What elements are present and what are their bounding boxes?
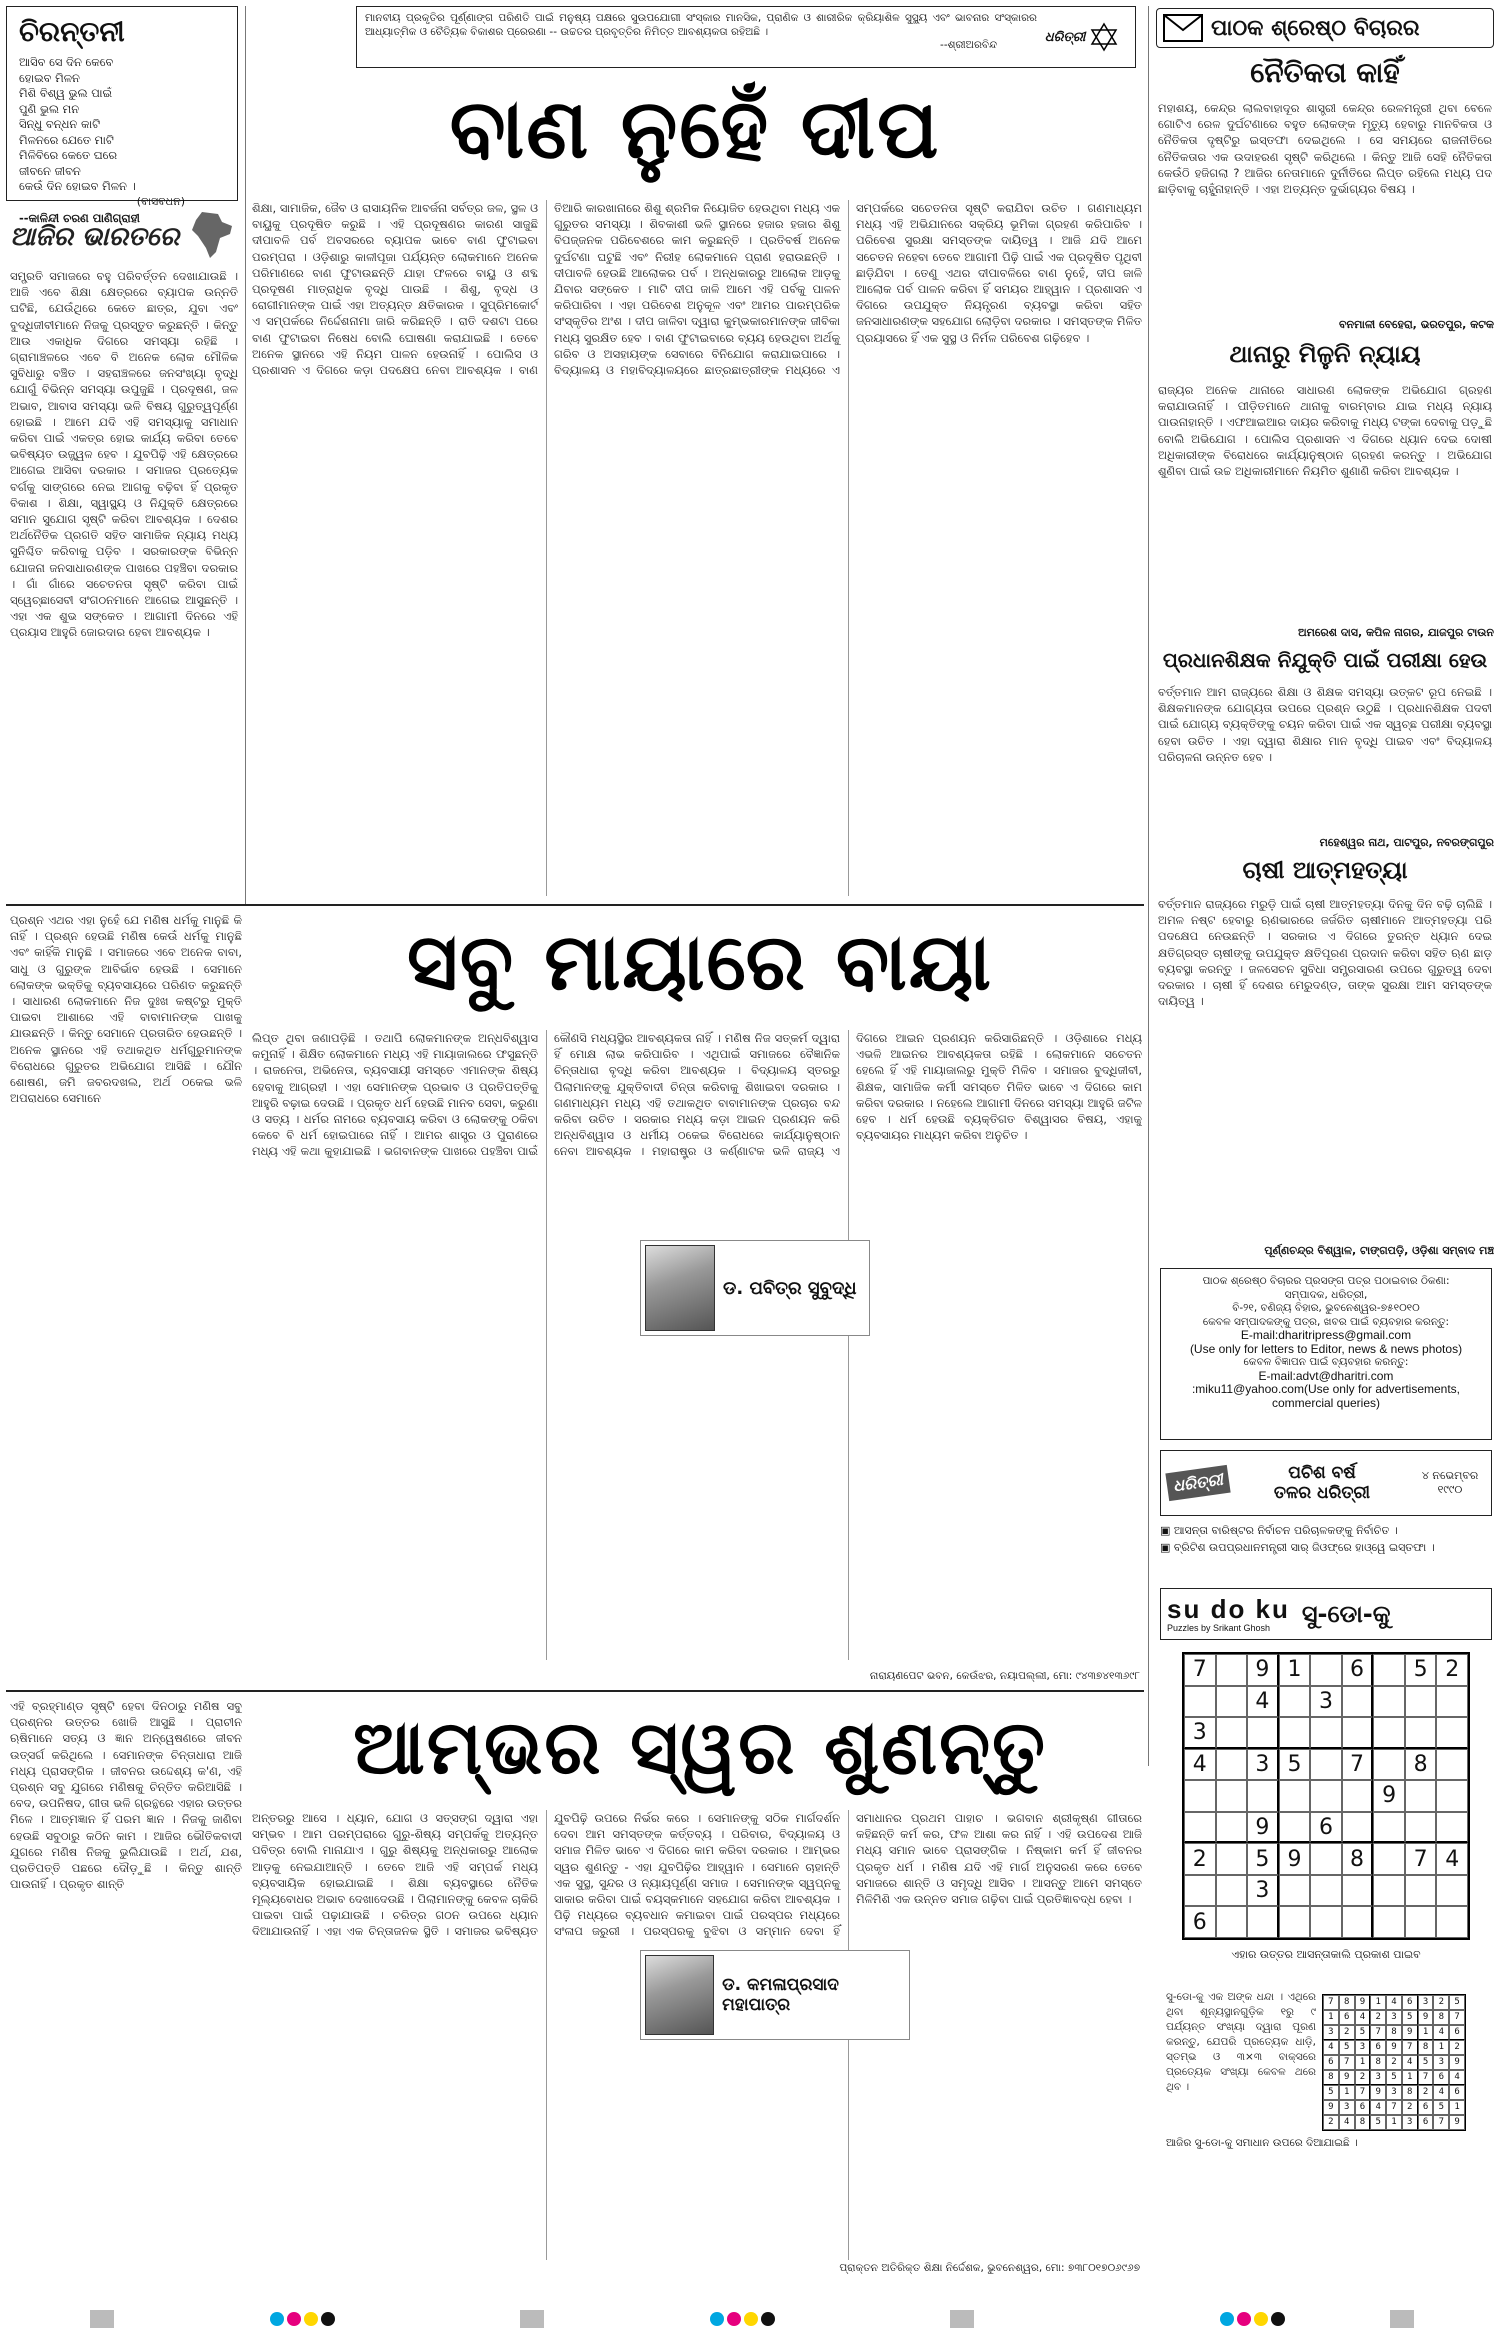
solution-cell: 6 xyxy=(1355,2100,1371,2115)
sudoku-cell[interactable] xyxy=(1279,1906,1311,1938)
sudoku-cell[interactable]: 6 xyxy=(1184,1906,1216,1938)
sudoku-cell[interactable]: 9 xyxy=(1279,1843,1311,1875)
sudoku-cell[interactable] xyxy=(1279,1812,1311,1844)
letter3-title: ପ୍ରଧାନଶିକ୍ଷକ ନିଯୁକ୍ତି ପାଇଁ ପରୀକ୍ଷା ହେଉ xyxy=(1162,648,1488,672)
anniversary-date: ୪ ନଭେମ୍ବର ୧୯୯୦ xyxy=(1421,1469,1479,1496)
sudoku-cell[interactable] xyxy=(1436,1717,1468,1749)
sudoku-byline: Puzzles by Srikant Ghosh xyxy=(1167,1623,1271,1633)
sudoku-footer: ଆଜିର ସୁ-ଡୋ-କୁ ସମାଧାନ ଉପରେ ଦିଆଯାଇଛି । xyxy=(1166,2137,1358,2149)
solution-cell: 2 xyxy=(1323,2115,1339,2130)
contact-line3: ବି-୨୧, ବଣିଜ୍ୟ ବିହାର, ଭୁବନେଶ୍ୱର-୭୫୧୦୧୦ xyxy=(1232,1302,1420,1314)
sudoku-cell[interactable]: 2 xyxy=(1436,1654,1468,1686)
anniversary-bullet: ▣ ଆସନ୍ତା ବାରିଷ୍ଟର ନିର୍ବାଚନ ପରିଚାଳକଙ୍କୁ ନିର୍ବାଚିତ । xyxy=(1160,1524,1398,1537)
sudoku-cell[interactable]: 7 xyxy=(1405,1843,1437,1875)
solution-cell: 7 xyxy=(1355,2085,1371,2100)
solution-cell: 3 xyxy=(1323,2025,1339,2040)
solution-cell: 2 xyxy=(1449,2040,1465,2055)
sudoku-brand: su do ku xyxy=(1167,1594,1290,1624)
contact-email1-note: (Use only for letters to Editor, news & news photos) xyxy=(1189,1341,1463,1356)
anniversary-logo: ଧରିତ୍ରୀ xyxy=(1165,1465,1230,1501)
anniversary-box xyxy=(1160,1450,1492,1580)
article3-body-main: ଅନ୍ତରରୁ ଆସେ । ଧ୍ୟାନ, ଯୋଗ ଓ ସତ୍ସଙ୍ଗ ଦ୍ୱାରା ଏହା ସମ୍ଭବ । ଆମ ପରମ୍ପରାରେ ଗୁରୁ-ଶିଷ୍ୟ ସମ୍ପର୍କକୁ ଅତ୍ୟନ୍ତ ପବିତ୍ର ବୋଲି ମାନାଯାଏ । ଗୁରୁ ଶିଷ୍ୟକୁ ଅନ୍ଧକାରରୁ ଆଲୋକ ଆଡ଼କୁ ନେଇଯାଆନ୍ତି । ତେବେ ଆଜି ଏହି ସମ୍ପର୍କ ମଧ୍ୟ ବ୍ୟବସାୟିକ ହୋଇଯାଇଛି । ଶିକ୍ଷା ବ୍ୟବସ୍ଥାରେ ନୈତିକ ମୂଲ୍ୟବୋଧର ଅଭାବ ଦେଖାଦେଉଛି । ପିଲାମାନଙ୍କୁ କେବଳ ଚାକିରି ପାଇବା ପାଇଁ ପଢ଼ାଯାଉଛି । ଚରିତ୍ର ଗଠନ ଉପରେ ଧ୍ୟାନ ଦିଆଯାଉନାହିଁ । ଏହା ଏକ ଚିନ୍ତାଜନକ ସ୍ଥିତି । ସମାଜର ଭବିଷ୍ୟତ ଯୁବପିଢ଼ି ଉପରେ ନିର୍ଭର କରେ । ସେମାନଙ୍କୁ ସଠିକ ମାର୍ଗଦର୍ଶନ ଦେବା ଆମ ସମସ୍ତଙ୍କ କର୍ତ୍ତବ୍ୟ । ପରିବାର, ବିଦ୍ୟାଳୟ ଓ ସମାଜ ମିଳିତ ଭାବେ ଏ ଦିଗରେ କାମ କରିବା ଦରକାର । ଆମ୍ଭର ସ୍ୱର ଶୁଣନ୍ତୁ - ଏହା ଯୁବପିଢ଼ିର ଆହ୍ୱାନ । ସେମାନେ ଚାହାନ୍ତି ଏକ ସୁସ୍ଥ, ସୁନ୍ଦର ଓ ନ୍ୟାୟପୂର୍ଣ୍ଣ ସମାଜ । ସେମାନଙ୍କ ସ୍ୱପ୍ନକୁ ସାକାର କରିବା ପାଇଁ ବୟସ୍କମାନେ ସହଯୋଗ କରିବା ଆବଶ୍ୟକ । ପିଢ଼ି ମଧ୍ୟରେ ବ୍ୟବଧାନ କମାଇବା ପାଇଁ ପରସ୍ପର ମଧ୍ୟରେ ସଂଳାପ ଜରୁରୀ । ପରସ୍ପରକୁ ବୁଝିବା ଓ ସମ୍ମାନ ଦେବା ହିଁ ସମାଧାନର ପ୍ରଥମ ପାହାଚ । ଭଗବାନ ଶ୍ରୀକୃଷ୍ଣ ଗୀତାରେ କହିଛନ୍ତି କର୍ମ କର, ଫଳ ଆଶା କର ନାହିଁ । ଏହି ଉପଦେଶ ଆଜି ମଧ୍ୟ ସମାନ ଭାବେ ପ୍ରାସଙ୍ଗିକ । ନିଷ୍କାମ କର୍ମ ହିଁ ଜୀବନର ପ୍ରକୃତ ଧର୍ମ । ମଣିଷ ଯଦି ଏହି ମାର୍ଗ ଅନୁସରଣ କରେ ତେବେ ସମାଜରେ ଶାନ୍ତି ଓ ସମୃଦ୍ଧି ଆସିବ । ଆସନ୍ତୁ ଆମେ ସମସ୍ତେ ମିଳିମିଶି ଏକ ଉନ୍ନତ ସମାଜ ଗଢ଼ିବା ପାଇଁ ପ୍ରତିଜ୍ଞାବଦ୍ଧ ହେବା । xyxy=(252,1811,1142,1939)
sudoku-cell[interactable] xyxy=(1342,1875,1374,1907)
sudoku-cell[interactable]: 3 xyxy=(1184,1717,1216,1749)
sudoku-cell[interactable] xyxy=(1436,1906,1468,1938)
solution-cell: 6 xyxy=(1433,2070,1449,2085)
author-photo-kamala xyxy=(645,1955,714,2035)
sudoku-cell[interactable] xyxy=(1373,1654,1405,1686)
section-divider xyxy=(6,1690,1144,1692)
readers-title: ପାଠକ ଶ୍ରେଷ୍ଠ ବିଚାରର xyxy=(1211,15,1420,41)
poem-line: ମିଳିବିରେ କେତେ ଘରେ xyxy=(19,148,118,162)
sudoku-cell[interactable] xyxy=(1184,1780,1216,1812)
sudoku-cell[interactable]: 6 xyxy=(1310,1812,1342,1844)
letter2-title: ଥାନାରୁ ମିଳୁନି ନ୍ୟାୟ xyxy=(1229,340,1421,368)
sudoku-cell[interactable]: 5 xyxy=(1247,1843,1279,1875)
solution-cell: 3 xyxy=(1386,2010,1402,2025)
sudoku-cell[interactable] xyxy=(1216,1749,1248,1781)
sudoku-cell[interactable] xyxy=(1184,1875,1216,1907)
solution-cell: 3 xyxy=(1418,1995,1434,2010)
solution-cell: 9 xyxy=(1418,2010,1434,2025)
cmyk-dot xyxy=(744,2312,758,2326)
sudoku-grid[interactable] xyxy=(1182,1652,1470,1940)
poem-line: ଜୀବନେ ଜୀବନ xyxy=(19,163,81,178)
sudoku-cell[interactable]: 8 xyxy=(1405,1749,1437,1781)
solution-cell: 3 xyxy=(1355,2040,1371,2055)
sudoku-cell[interactable] xyxy=(1247,1780,1279,1812)
letter1-title: ନୈତିକତା କାହିଁ xyxy=(1250,56,1400,89)
poem-line: ପୁଣି ଭୁଲ ମନ xyxy=(19,101,80,116)
editorial1-body: ଶିକ୍ଷା, ସାମାଜିକ, ଜୈବ ଓ ରାସାୟନିକ ଆବର୍ଜନା ସର୍ବତ୍ର ଜଳ, ସ୍ଥଳ ଓ ବାୟୁକୁ ପ୍ରଦୂଷିତ କରୁଛି । ଏହି ପ୍ରଦୂଷଣର କାରଣ ସାଜୁଛି ଦୀପାବଳି ପର୍ବ ଅବସରରେ ବ୍ୟାପକ ଭାବେ ବାଣ ଫୁଟାଇବା ପରମ୍ପରା । ଓଡ଼ିଶାରୁ କାଳୀପୂଜା ପର୍ଯ୍ୟନ୍ତ ଲୋକମାନେ ଅନେକ ପରିମାଣରେ ବାଣ ଫୁଟାଉଛନ୍ତି ଯାହା ଫଳରେ ବାୟୁ ଓ ଶବ୍ଦ ପ୍ରଦୂଷଣ ମାତ୍ରାଧିକ ବୃଦ୍ଧି ପାଉଛି । ଶିଶୁ, ବୃଦ୍ଧ ଓ ରୋଗୀମାନଙ୍କ ପାଇଁ ଏହା ଅତ୍ୟନ୍ତ କ୍ଷତିକାରକ । ସୁପ୍ରିମକୋର୍ଟ ଏ ସମ୍ପର୍କରେ ନିର୍ଦ୍ଦେଶନାମା ଜାରି କରିଛନ୍ତି । ରାତି ଦଶଟା ପରେ ବାଣ ଫୁଟାଇବା ନିଷେଧ ବୋଲି ଘୋଷଣା କରାଯାଇଛି । ତେବେ ଅନେକ ସ୍ଥାନରେ ଏହି ନିୟମ ପାଳନ ହେଉନାହିଁ । ପୋଲିସ ଓ ପ୍ରଶାସନ ଏ ଦିଗରେ କଡ଼ା ପଦକ୍ଷେପ ନେବା ଆବଶ୍ୟକ । ବାଣ ତିଆରି କାରଖାନାରେ ଶିଶୁ ଶ୍ରମିକ ନିୟୋଜିତ ହେଉଥିବା ମଧ୍ୟ ଏକ ଗୁରୁତର ସମସ୍ୟା । ଶିବକାଶୀ ଭଳି ସ୍ଥାନରେ ହଜାର ହଜାର ଶିଶୁ ବିପଜ୍ଜନକ ପରିବେଶରେ କାମ କରୁଛନ୍ତି । ପ୍ରତିବର୍ଷ ଅନେକ ଦୁର୍ଘଟଣା ଘଟୁଛି ଏବଂ ନିରୀହ ଲୋକମାନେ ପ୍ରାଣ ହରାଉଛନ୍ତି । ଦୀପାବଳି ହେଉଛି ଆଲୋକର ପର୍ବ । ଅନ୍ଧକାରରୁ ଆଲୋକ ଆଡ଼କୁ ଯିବାର ସଙ୍କେତ । ମାଟି ଦୀପ ଜାଳି ଆମେ ଏହି ପର୍ବକୁ ପାଳନ କରିପାରିବା । ଏହା ପରିବେଶ ଅନୁକୂଳ ଏବଂ ଆମର ପାରମ୍ପରିକ ସଂସ୍କୃତିର ଅଂଶ । ଦୀପ ଜାଳିବା ଦ୍ୱାରା କୁମ୍ଭକାରମାନଙ୍କ ଜୀବିକା ମଧ୍ୟ ସୁରକ୍ଷିତ ହେବ । ବାଣ ଫୁଟାଇବାରେ ବ୍ୟୟ ହେଉଥିବା ଅର୍ଥକୁ ଗରିବ ଓ ଅସହାୟଙ୍କ ସେବାରେ ବିନିଯୋଗ କରାଯାଇପାରେ । ବିଦ୍ୟାଳୟ ଓ ମହାବିଦ୍ୟାଳୟରେ ଛାତ୍ରଛାତ୍ରୀଙ୍କ ମଧ୍ୟରେ ଏ ସମ୍ପର୍କରେ ସଚେତନତା ସୃଷ୍ଟି କରାଯିବା ଉଚିତ । ଗଣମାଧ୍ୟମ ମଧ୍ୟ ଏହି ଅଭିଯାନରେ ସକ୍ରିୟ ଭୂମିକା ଗ୍ରହଣ କରିପାରିବ । ପରିବେଶ ସୁରକ୍ଷା ସମସ୍ତଙ୍କ ଦାୟିତ୍ୱ । ଆଜି ଯଦି ଆମେ ସଚେତନ ନହେବା ତେବେ ଆଗାମୀ ପିଢ଼ି ପାଇଁ ଏକ ପ୍ରଦୂଷିତ ପୃଥିବୀ ଛାଡ଼ିଯିବା । ତେଣୁ ଏଥର ଦୀପାବଳିରେ ବାଣ ନୁହେଁ, ଦୀପ ଜାଳି ଆଲୋକ ପର୍ବ ପାଳନ କରିବା ହିଁ ସମୟର ଆହ୍ୱାନ । ପ୍ରଶାସନ ଏ ଦିଗରେ ଉପଯୁକ୍ତ ନିୟନ୍ତ୍ରଣ ବ୍ୟବସ୍ଥା କରିବା ସହିତ ଜନସାଧାରଣଙ୍କ ସହଯୋଗ ଲୋଡ଼ିବା ଦରକାର । ସମସ୍ତଙ୍କ ମିଳିତ ପ୍ରୟାସରେ ହିଁ ଏକ ସୁସ୍ଥ ଓ ନିର୍ମଳ ପରିବେଶ ଗଢ଼ିହେବ । xyxy=(252,201,1142,378)
solution-cell: 3 xyxy=(1370,2070,1386,2085)
anniversary-title1: ପଚିଶ ବର୍ଷ xyxy=(1288,1463,1356,1483)
contact-line2: ସମ୍ପାଦକ, ଧରିତ୍ରୀ, xyxy=(1284,1288,1368,1301)
solution-cell: 3 xyxy=(1339,2100,1355,2115)
sudoku-header xyxy=(1160,1588,1492,1640)
solution-cell: 6 xyxy=(1418,2100,1434,2115)
anniversary-title2: ତଳର ଧରିତ୍ରୀ xyxy=(1273,1483,1371,1503)
sudoku-instructions: ସୁ-ଡୋ-କୁ ଏକ ଅଙ୍କ ଧନ୍ଦା । ଏଥିରେ ଥିବା ଶୂନ୍ୟସ୍ଥାନଗୁଡ଼ିକ ୧ରୁ ୯ ପର୍ଯ୍ୟନ୍ତ ସଂଖ୍ୟା ଦ୍ୱାରା ପୂରଣ କରନ୍ତୁ, ଯେପରି ପ୍ରତ୍ୟେକ ଧାଡ଼ି, ସ୍ତମ୍ଭ ଓ ୩×୩ ବାକ୍ସରେ ପ୍ରତ୍ୟେକ ସଂଖ୍ୟା କେବଳ ଥରେ ଥିବ । xyxy=(1166,1991,1316,2093)
solution-cell: 6 xyxy=(1418,2115,1434,2130)
sudoku-cell[interactable] xyxy=(1436,1780,1468,1812)
sudoku-cell[interactable] xyxy=(1342,1780,1374,1812)
chirantani-source: (ବାସବଧନ) xyxy=(136,194,185,208)
sudoku-cell[interactable] xyxy=(1279,1780,1311,1812)
sudoku-cell[interactable] xyxy=(1184,1812,1216,1844)
sudoku-cell[interactable] xyxy=(1405,1906,1437,1938)
solution-cell: 4 xyxy=(1433,2085,1449,2100)
solution-cell: 9 xyxy=(1370,2085,1386,2100)
sudoku-cell[interactable] xyxy=(1373,1749,1405,1781)
sudoku-cell[interactable] xyxy=(1216,1717,1248,1749)
ajira-bharat-body: ସମ୍ପ୍ରତି ସମାଜରେ ବହୁ ପରିବର୍ତ୍ତନ ଦେଖାଯାଉଛି । ଆଜି ଏବେ ଶିକ୍ଷା କ୍ଷେତ୍ରରେ ବ୍ୟାପକ ଉନ୍ନତି ଘଟିଛି, ଯେଉଁଥିରେ କେତେ ଛାତ୍ର, ଯୁବା ଏବଂ ବୁଦ୍ଧିଜୀବୀମାନେ ନିଜକୁ ପ୍ରସ୍ତୁତ କରୁଛନ୍ତି । କିନ୍ତୁ ଆଉ ଏକାଧିକ ଦିଗରେ ସମସ୍ୟା ରହିଛି । ଗ୍ରାମାଞ୍ଚଳରେ ଏବେ ବି ଅନେକ ଲୋକ ମୌଳିକ ସୁବିଧାରୁ ବଞ୍ଚିତ । ସହରାଞ୍ଚଳରେ ଜନସଂଖ୍ୟା ବୃଦ୍ଧି ଯୋଗୁଁ ବିଭିନ୍ନ ସମସ୍ୟା ଉପୁଜୁଛି । ପ୍ରଦୂଷଣ, ଜଳ ଅଭାବ, ଆବାସ ସମସ୍ୟା ଭଳି ବିଷୟ ଗୁରୁତ୍ୱପୂର୍ଣ୍ଣ ହୋଇଛି । ଆମେ ଯଦି ଏହି ସମସ୍ୟାକୁ ସମାଧାନ କରିବା ପାଇଁ ଏକତ୍ର ହୋଇ କାର୍ଯ୍ୟ କରିବା ତେବେ ଭବିଷ୍ୟତ ଉଜ୍ଜ୍ୱଳ ହେବ । ଯୁବପିଢ଼ି ଏହି କ୍ଷେତ୍ରରେ ଆଗେଇ ଆସିବା ଦରକାର । ସମାଜର ପ୍ରତ୍ୟେକ ବର୍ଗକୁ ସାଙ୍ଗରେ ନେଇ ଆଗକୁ ବଢ଼ିବା ହିଁ ପ୍ରକୃତ ବିକାଶ । ଶିକ୍ଷା, ସ୍ୱାସ୍ଥ୍ୟ ଓ ନିଯୁକ୍ତି କ୍ଷେତ୍ରରେ ସମାନ ସୁଯୋଗ ସୃଷ୍ଟି କରିବା ଆବଶ୍ୟକ । ଦେଶର ଅର୍ଥନୈତିକ ପ୍ରଗତି ସହିତ ସାମାଜିକ ନ୍ୟାୟ ମଧ୍ୟ ସୁନିଶ୍ଚିତ କରିବାକୁ ପଡ଼ିବ । ସରକାରଙ୍କ ବିଭିନ୍ନ ଯୋଜନା ଜନସାଧାରଣଙ୍କ ପାଖରେ ପହଞ୍ଚିବା ଦରକାର । ଗାଁ ଗାଁରେ ସଚେତନତା ସୃଷ୍ଟି କରିବା ପାଇଁ ସ୍ୱେଚ୍ଛାସେବୀ ସଂଗଠନମାନେ ଆଗେଇ ଆସୁଛନ୍ତି । ଏହା ଏକ ଶୁଭ ସଙ୍କେତ । ଆଗାମୀ ଦିନରେ ଏହି ପ୍ରୟାସ ଆହୁରି ଜୋରଦାର ହେବା ଆବଶ୍ୟକ । xyxy=(10,269,238,640)
registration-block xyxy=(520,2310,544,2328)
dharitri-logo: ଧରିତ୍ରୀ xyxy=(1044,29,1086,45)
sudoku-cell[interactable] xyxy=(1279,1875,1311,1907)
solution-cell: 5 xyxy=(1323,2085,1339,2100)
sudoku-cell[interactable] xyxy=(1216,1654,1248,1686)
solution-cell: 8 xyxy=(1339,1995,1355,2010)
sudoku-cell[interactable] xyxy=(1279,1717,1311,1749)
solution-cell: 5 xyxy=(1418,2055,1434,2070)
article2-body-left: ପ୍ରଶ୍ନ ଏଥର ଏହା ନୁହେଁ ଯେ ମଣିଷ ଧର୍ମକୁ ମାନୁଛି କି ନାହିଁ । ପ୍ରଶ୍ନ ହେଉଛି ମଣିଷ କେଉଁ ଧର୍ମକୁ ମାନୁଛି ଏବଂ କାହିଁକି ମାନୁଛି । ସମାଜରେ ଏବେ ଅନେକ ବାବା, ସାଧୁ ଓ ଗୁରୁଙ୍କ ଆବିର୍ଭାବ ହେଉଛି । ସେମାନେ ଲୋକଙ୍କ ଭକ୍ତିକୁ ବ୍ୟବସାୟରେ ପରିଣତ କରୁଛନ୍ତି । ସାଧାରଣ ଲୋକମାନେ ନିଜ ଦୁଃଖ କଷ୍ଟରୁ ମୁକ୍ତି ପାଇବା ଆଶାରେ ଏହି ବାବାମାନଙ୍କ ପାଖକୁ ଯାଉଛନ୍ତି । କିନ୍ତୁ ସେମାନେ ପ୍ରତାରିତ ହେଉଛନ୍ତି । ଅନେକ ସ୍ଥାନରେ ଏହି ତଥାକଥିତ ଧର୍ମଗୁରୁମାନଙ୍କ ବିରୋଧରେ ଗୁରୁତର ଅଭିଯୋଗ ଆସିଛି । ଯୌନ ଶୋଷଣ, ଜମି ଜବରଦଖଲ, ଅର୍ଥ ଠକେଇ ଭଳି ଅପରାଧରେ ସେମାନେ xyxy=(10,913,242,1106)
solution-cell: 4 xyxy=(1449,2070,1465,2085)
chirantani-poem xyxy=(19,55,225,195)
sudoku-cell[interactable]: 6 xyxy=(1342,1654,1374,1686)
sudoku-cell[interactable] xyxy=(1405,1717,1437,1749)
solution-cell: 1 xyxy=(1418,2025,1434,2040)
solution-cell: 1 xyxy=(1370,1995,1386,2010)
cmyk-dot xyxy=(321,2312,335,2326)
solution-cell: 4 xyxy=(1355,2010,1371,2025)
solution-cell: 5 xyxy=(1449,1995,1465,2010)
solution-cell: 5 xyxy=(1433,2100,1449,2115)
readers-header xyxy=(1156,8,1494,48)
article3-headline: ଆମ୍ଭର ସ୍ୱର ଶୁଣନ୍ତୁ xyxy=(353,1705,1047,1791)
ajira-bharat-title: ଆଜିର ଭାରତରେ xyxy=(10,221,180,252)
sudoku-cell[interactable] xyxy=(1373,1812,1405,1844)
sudoku-cell[interactable]: 9 xyxy=(1247,1812,1279,1844)
sudoku-caption: ଏହାର ଉତ୍ତର ଆସନ୍ତାକାଲି ପ୍ରକାଶ ପାଇବ xyxy=(1231,1948,1421,1961)
sudoku-cell[interactable] xyxy=(1310,1749,1342,1781)
sudoku-cell[interactable] xyxy=(1310,1654,1342,1686)
solution-cell: 1 xyxy=(1339,2085,1355,2100)
sudoku-cell[interactable] xyxy=(1247,1906,1279,1938)
solution-cell: 8 xyxy=(1355,2115,1371,2130)
sudoku-cell[interactable] xyxy=(1373,1843,1405,1875)
solution-cell: 1 xyxy=(1386,2115,1402,2130)
sudoku-cell[interactable] xyxy=(1216,1875,1248,1907)
cmyk-dot xyxy=(1237,2312,1251,2326)
solution-cell: 8 xyxy=(1323,2070,1339,2085)
solution-cell: 3 xyxy=(1386,2085,1402,2100)
sudoku-cell[interactable]: 3 xyxy=(1247,1749,1279,1781)
sudoku-cell[interactable]: 4 xyxy=(1184,1749,1216,1781)
solution-cell: 6 xyxy=(1402,1995,1418,2010)
solution-cell: 1 xyxy=(1433,2040,1449,2055)
article2-author-box xyxy=(640,1240,870,1336)
letter4-author: ପୂର୍ଣ୍ଣଚନ୍ଦ୍ର ବିଶ୍ୱାଳ, ଟାଙ୍ଗପଡ଼ି, ଓଡ଼ିଶା ସମ୍ବାଦ ମଞ୍ଚ xyxy=(1264,1244,1494,1257)
solution-cell: 5 xyxy=(1402,2010,1418,2025)
sudoku-cell[interactable]: 9 xyxy=(1373,1780,1405,1812)
poem-line: ମିଳନରେ ଯେତେ ମାଟି xyxy=(19,132,114,147)
sudoku-cell[interactable] xyxy=(1310,1875,1342,1907)
quote-text: ମାନବୀୟ ପ୍ରକୃତିର ପୂର୍ଣ୍ଣାଙ୍ଗ ପରିଣତି ପାଇଁ ମନୁଷ୍ୟ ପକ୍ଷରେ ସୁଉପଯୋଗୀ ସଂସ୍କାର ମାନସିକ, ପ୍ରାଣିକ ଓ ଶାରୀରିକ କ୍ରିୟାଶିଳ ସୁସ୍ଥ୍ୟ ଏବଂ ଭାବନାର ସଂସ୍କାରର ଆଧ୍ୟାତ୍ମିକ ଓ ଚୈତ୍ୟିକ ବିକାଶର ପ୍ରେରଣା -- ଉଚ୍ଚତର ପ୍ରବୃତ୍ତିର ନିମିତ୍ତ ଆବଶ୍ୟକତା ରହିଅଛି । xyxy=(365,12,1037,38)
sudoku-cell[interactable]: 4 xyxy=(1436,1843,1468,1875)
solution-cell: 6 xyxy=(1449,2085,1465,2100)
letter3-body: ବର୍ତ୍ତମାନ ଆମ ରାଜ୍ୟରେ ଶିକ୍ଷା ଓ ଶିକ୍ଷକ ସମସ୍ୟା ଉତ୍କଟ ରୂପ ନେଇଛି । ଶିକ୍ଷକମାନଙ୍କ ଯୋଗ୍ୟତା ଉପରେ ପ୍ରଶ୍ନ ଉଠୁଛି । ପ୍ରଧାନଶିକ୍ଷକ ପଦବୀ ପାଇଁ ଯୋଗ୍ୟ ବ୍ୟକ୍ତିଙ୍କୁ ଚୟନ କରିବା ପାଇଁ ଏକ ସ୍ୱଚ୍ଛ ପରୀକ୍ଷା ବ୍ୟବସ୍ଥା ହେବା ଉଚିତ । ଏହା ଦ୍ୱାରା ଶିକ୍ଷାର ମାନ ବୃଦ୍ଧି ପାଇବ ଏବଂ ବିଦ୍ୟାଳୟ ପରିଚାଳନା ଉନ୍ନତ ହେବ । xyxy=(1158,685,1492,764)
contact-email1[interactable]: E-mail:dharitripress@gmail.com xyxy=(1240,1328,1412,1342)
sudoku-cell[interactable] xyxy=(1342,1812,1374,1844)
solution-cell: 2 xyxy=(1370,2010,1386,2025)
solution-cell: 5 xyxy=(1386,2070,1402,2085)
star-of-david-icon xyxy=(1089,22,1119,52)
solution-cell: 8 xyxy=(1370,2055,1386,2070)
sudoku-cell[interactable] xyxy=(1405,1780,1437,1812)
solution-cell: 4 xyxy=(1370,2100,1386,2115)
sudoku-cell[interactable] xyxy=(1436,1686,1468,1718)
sudoku-cell[interactable] xyxy=(1310,1843,1342,1875)
sudoku-cell[interactable] xyxy=(1342,1906,1374,1938)
solution-cell: 5 xyxy=(1339,2040,1355,2055)
sudoku-cell[interactable]: 5 xyxy=(1279,1749,1311,1781)
letter3-author: ମହେଶ୍ୱର ନାଥ, ପାଟପୁର, ନବରଙ୍ଗପୁର xyxy=(1319,836,1494,849)
solution-cell: 7 xyxy=(1402,2040,1418,2055)
sudoku-solution-grid xyxy=(1322,1994,1466,2131)
article2-address: ନାରାୟଣପେଟ ଭବନ, କେଉଁଝର, ନୟାପଲ୍ଲୀ, ମୋ: ୯୪୩୭୪୧୩୬୯୮ xyxy=(869,1670,1140,1682)
solution-cell: 2 xyxy=(1433,1995,1449,2010)
sudoku-cell[interactable] xyxy=(1216,1812,1248,1844)
solution-cell: 9 xyxy=(1386,2040,1402,2055)
solution-cell: 7 xyxy=(1433,2115,1449,2130)
section-divider xyxy=(6,904,1144,906)
poem-line: ମିଶି ବିଶ୍ୱ ଭୁଲ ପାଇଁ xyxy=(19,86,113,100)
anniversary-bullet: ▣ ବ୍ରିଟିଶ ଉପପ୍ରଧାନମନ୍ତ୍ରୀ ସାର୍ ଜିଓଫ୍ରେ ହାଓ୍ୱେ ଇସ୍ତଫା । xyxy=(1160,1541,1435,1554)
editorial1-headline: ବାଣ ନୁହେଁ ଦୀପ xyxy=(449,82,941,177)
cmyk-dot xyxy=(304,2312,318,2326)
sudoku-cell[interactable] xyxy=(1373,1686,1405,1718)
solution-cell: 9 xyxy=(1402,2025,1418,2040)
cmyk-dot xyxy=(1220,2312,1234,2326)
solution-cell: 9 xyxy=(1355,1995,1371,2010)
article2-headline: ସବୁ ମାୟାରେ ବାୟା xyxy=(407,918,993,1008)
sudoku-cell[interactable] xyxy=(1184,1686,1216,1718)
solution-cell: 5 xyxy=(1370,2115,1386,2130)
registration-block xyxy=(90,2310,114,2328)
author-photo-pabitra xyxy=(645,1245,715,1331)
article3-body-left: ଏହି ବ୍ରହ୍ମାଣ୍ଡ ସୃଷ୍ଟି ହେବା ଦିନଠାରୁ ମଣିଷ ସବୁ ପ୍ରଶ୍ନର ଉତ୍ତର ଖୋଜି ଆସୁଛି । ପ୍ରାଚୀନ ଋଷିମାନେ ସତ୍ୟ ଓ ଜ୍ଞାନ ଅନ୍ୱେଷଣରେ ଜୀବନ ଉତ୍ସର୍ଗ କରିଥିଲେ । ସେମାନଙ୍କ ଚିନ୍ତାଧାରା ଆଜି ମଧ୍ୟ ପ୍ରାସଙ୍ଗିକ । ଜୀବନର ଉଦ୍ଦେଶ୍ୟ କ'ଣ, ଏହି ପ୍ରଶ୍ନ ସବୁ ଯୁଗରେ ମଣିଷକୁ ଚିନ୍ତିତ କରିଆସିଛି । ବେଦ, ଉପନିଷଦ, ଗୀତା ଭଳି ଗ୍ରନ୍ଥରେ ଏହାର ଉତ୍ତର ମିଳେ । ଆତ୍ମଜ୍ଞାନ ହିଁ ପରମ ଜ୍ଞାନ । ନିଜକୁ ଜାଣିବା ହେଉଛି ସବୁଠାରୁ କଠିନ କାମ । ଆଜିର ଭୌତିକବାଦୀ ଯୁଗରେ ମଣିଷ ନିଜକୁ ଭୁଲିଯାଉଛି । ଅର୍ଥ, ଯଶ, ପ୍ରତିପତ୍ତି ପଛରେ ଦୌଡ଼ୁଛି । କିନ୍ତୁ ଶାନ୍ତି ପାଉନାହିଁ । ପ୍ରକୃତ ଶାନ୍ତି xyxy=(10,1699,242,1892)
cmyk-dot xyxy=(270,2312,284,2326)
solution-cell: 7 xyxy=(1418,2070,1434,2085)
sudoku-cell[interactable] xyxy=(1405,1686,1437,1718)
solution-cell: 1 xyxy=(1323,2010,1339,2025)
solution-cell: 7 xyxy=(1370,2025,1386,2040)
poem-line: ସିନ୍ଧୁ ବନ୍ଧନ କାଟି xyxy=(19,117,101,131)
article2-author: ଡ. ପବିତ୍ର ସୁବୁଦ୍ଧି xyxy=(723,1277,857,1299)
chirantani-author: --କାଳିନ୍ଦୀ ଚରଣ ପାଣିଗ୍ରାହୀ xyxy=(19,210,140,225)
letter1-author: ବନମାଳୀ ବେହେରା, ଭରତପୁର, କଟକ xyxy=(1339,318,1494,331)
solution-cell: 2 xyxy=(1418,2085,1434,2100)
solution-cell: 2 xyxy=(1386,2055,1402,2070)
poem-line: ଆସିବ ସେ ଦିନ କେବେ xyxy=(19,55,114,69)
solution-cell: 2 xyxy=(1339,2025,1355,2040)
contact-email2[interactable]: E-mail:advt@dharitri.com xyxy=(1258,1368,1394,1383)
sudoku-cell[interactable] xyxy=(1216,1686,1248,1718)
solution-cell: 6 xyxy=(1323,2055,1339,2070)
bullet-icon: ▣ xyxy=(1160,1541,1174,1554)
article3-author: ଡ. କମଳାପ୍ରସାଦ ମହାପାତ୍ର xyxy=(722,1975,840,2015)
solution-cell: 6 xyxy=(1339,2010,1355,2025)
cmyk-dot xyxy=(710,2312,724,2326)
cmyk-dot xyxy=(1254,2312,1268,2326)
sudoku-cell[interactable] xyxy=(1405,1812,1437,1844)
column-rule xyxy=(1148,6,1149,1766)
solution-cell: 7 xyxy=(1449,2010,1465,2025)
envelope-icon xyxy=(1163,14,1203,42)
quote-box xyxy=(356,6,1136,68)
solution-cell: 3 xyxy=(1402,2115,1418,2130)
solution-cell: 8 xyxy=(1402,2085,1418,2100)
contact-line5: କେବଳ ବିଜ୍ଞାପନ ପାଇଁ ବ୍ୟବହାର କରନ୍ତୁ: xyxy=(1243,1356,1409,1368)
solution-cell: 4 xyxy=(1433,2025,1449,2040)
sudoku-cell[interactable] xyxy=(1436,1875,1468,1907)
registration-block xyxy=(1390,2310,1414,2328)
sudoku-cell[interactable] xyxy=(1436,1812,1468,1844)
sudoku-cell[interactable]: 7 xyxy=(1184,1654,1216,1686)
solution-cell: 8 xyxy=(1433,2010,1449,2025)
solution-cell: 7 xyxy=(1386,2100,1402,2115)
solution-cell: 5 xyxy=(1355,2025,1371,2040)
sudoku-cell[interactable]: 1 xyxy=(1279,1654,1311,1686)
sudoku-cell[interactable] xyxy=(1373,1717,1405,1749)
solution-cell: 2 xyxy=(1355,2070,1371,2085)
quote-attribution: --ଶ୍ରୀଅରବିନ୍ଦ xyxy=(940,39,997,51)
article3-author-box xyxy=(640,1950,910,2040)
solution-cell: 4 xyxy=(1386,1995,1402,2010)
sudoku-cell[interactable]: 4 xyxy=(1247,1686,1279,1718)
poem-line: ହୋଇବ ମିଳନ xyxy=(19,70,80,85)
india-map-icon xyxy=(188,210,236,260)
contact-line1: ପାଠକ ଶ୍ରେଷ୍ଠ ବିଚାରର ପ୍ରସଙ୍ଗ ପତ୍ର ପଠାଇବାର ଠିକଣା: xyxy=(1202,1275,1450,1287)
registration-block xyxy=(950,2310,974,2328)
letter4-title: ଚାଷୀ ଆତ୍ମହତ୍ୟା xyxy=(1242,856,1408,884)
sudoku-cell[interactable] xyxy=(1342,1717,1374,1749)
sudoku-odia-title: ସୁ-ଡୋ-କୁ xyxy=(1301,1600,1391,1628)
sudoku-cell[interactable]: 5 xyxy=(1405,1654,1437,1686)
sudoku-cell[interactable]: 7 xyxy=(1342,1749,1374,1781)
chirantani-box xyxy=(6,6,238,225)
solution-cell: 9 xyxy=(1449,2115,1465,2130)
sudoku-cell[interactable]: 3 xyxy=(1247,1875,1279,1907)
sudoku-cell[interactable] xyxy=(1216,1906,1248,1938)
solution-cell: 8 xyxy=(1386,2025,1402,2040)
sudoku-cell[interactable] xyxy=(1279,1686,1311,1718)
column-rule xyxy=(245,6,246,906)
sudoku-cell[interactable] xyxy=(1405,1875,1437,1907)
letter1-body: ମହାଶୟ, କେନ୍ଦ୍ର ଲାଲବାହାଦୂର ଶାସ୍ତ୍ରୀ କେନ୍ଦ୍ର ରେଳମନ୍ତ୍ରୀ ଥିବା ବେଳେ ଗୋଟିଏ ରେଳ ଦୁର୍ଘଟଣାରେ ବହୁତ ଲୋକଙ୍କ ମୃତ୍ୟୁ ହେବାରୁ ମାନବିକତା ଓ ନୈତିକତା ଦୃଷ୍ଟିରୁ ଇସ୍ତଫା ଦେଇଥିଲେ । ସେ ସମୟରେ ରାଜନୀତିରେ ନୈତିକତାର ଏକ ଉଦାହରଣ ସୃଷ୍ଟି କରିଥିଲେ । କିନ୍ତୁ ଆଜି ସେହି ନୈତିକତା କେଉଁଠି ହଜିଗଲା ? ଆଜିର ନେତାମାନେ ଦୁର୍ନୀତିରେ ଲିପ୍ତ ରହିଲେ ମଧ୍ୟ ପଦ ଛାଡ଼ିବାକୁ ଚାହୁଁନାହାନ୍ତି । ଏହା ଅତ୍ୟନ୍ତ ଦୁର୍ଭାଗ୍ୟର ବିଷୟ । xyxy=(1158,101,1492,197)
chirantani-title: ଚିରନ୍ତନୀ xyxy=(19,15,125,48)
article2-body-main: ଲିପ୍ତ ଥିବା ଜଣାପଡ଼ିଛି । ତଥାପି ଲୋକମାନଙ୍କ ଅନ୍ଧବିଶ୍ୱାସ କମୁନାହିଁ । ଶିକ୍ଷିତ ଲୋକମାନେ ମଧ୍ୟ ଏହି ମାୟାଜାଲରେ ଫସୁଛନ୍ତି । ରାଜନେତା, ଅଭିନେତା, ବ୍ୟବସାୟୀ ସମସ୍ତେ ଏମାନଙ୍କ ଶିଷ୍ୟ ହେବାକୁ ଆଗ୍ରହୀ । ଏହା ସେମାନଙ୍କ ପ୍ରଭାବ ଓ ପ୍ରତିପତ୍ତିକୁ ଆହୁରି ବଢ଼ାଇ ଦେଉଛି । ପ୍ରକୃତ ଧର୍ମ ହେଉଛି ମାନବ ସେବା, କରୁଣା ଓ ସତ୍ୟ । ଧର୍ମର ନାମରେ ବ୍ୟବସାୟ କରିବା ଓ ଲୋକଙ୍କୁ ଠକିବା କେବେ ବି ଧର୍ମ ହୋଇପାରେ ନାହିଁ । ଆମର ଶାସ୍ତ୍ର ଓ ପୁରାଣରେ ମଧ୍ୟ ଏହି କଥା କୁହାଯାଇଛି । ଭଗବାନଙ୍କ ପାଖରେ ପହଞ୍ଚିବା ପାଇଁ କୌଣସି ମଧ୍ୟସ୍ଥିର ଆବଶ୍ୟକତା ନାହିଁ । ମଣିଷ ନିଜ ସତ୍କର୍ମ ଦ୍ୱାରା ହିଁ ମୋକ୍ଷ ଲାଭ କରିପାରିବ । ଏଥିପାଇଁ ସମାଜରେ ବୈଜ୍ଞାନିକ ଚିନ୍ତାଧାରା ବୃଦ୍ଧି କରିବା ଆବଶ୍ୟକ । ବିଦ୍ୟାଳୟ ସ୍ତରରୁ ପିଲାମାନଙ୍କୁ ଯୁକ୍ତିବାଦୀ ଚିନ୍ତା କରିବାକୁ ଶିଖାଇବା ଦରକାର । ଗଣମାଧ୍ୟମ ମଧ୍ୟ ଏହି ତଥାକଥିତ ବାବାମାନଙ୍କ ପ୍ରଚାର ବନ୍ଦ କରିବା ଉଚିତ । ସରକାର ମଧ୍ୟ କଡ଼ା ଆଇନ ପ୍ରଣୟନ କରି ଅନ୍ଧବିଶ୍ୱାସ ଓ ଧର୍ମୀୟ ଠକେଇ ବିରୋଧରେ କାର୍ଯ୍ୟାନୁଷ୍ଠାନ ନେବା ଆବଶ୍ୟକ । ମହାରାଷ୍ଟ୍ର ଓ କର୍ଣ୍ଣାଟକ ଭଳି ରାଜ୍ୟ ଏ ଦିଗରେ ଆଇନ ପ୍ରଣୟନ କରିସାରିଛନ୍ତି । ଓଡ଼ିଶାରେ ମଧ୍ୟ ଏଭଳି ଆଇନର ଆବଶ୍ୟକତା ରହିଛି । ଲୋକମାନେ ସଚେତନ ହେଲେ ହିଁ ଏହି ମାୟାଜାଲରୁ ମୁକ୍ତି ମିଳିବ । ସମାଜର ବୁଦ୍ଧିଜୀବୀ, ଶିକ୍ଷକ, ସାମାଜିକ କର୍ମୀ ସମସ୍ତେ ମିଳିତ ଭାବେ ଏ ଦିଗରେ କାମ କରିବା ଦରକାର । ନହେଲେ ଆଗାମୀ ଦିନରେ ସମସ୍ୟା ଆହୁରି ଜଟିଳ ହେବ । ଧର୍ମ ହେଉଛି ବ୍ୟକ୍ତିଗତ ବିଶ୍ୱାସର ବିଷୟ, ଏହାକୁ ବ୍ୟବସାୟର ମାଧ୍ୟମ କରିବା ଅନୁଚିତ । xyxy=(252,1031,1142,1159)
solution-cell: 4 xyxy=(1402,2055,1418,2070)
sudoku-cell[interactable] xyxy=(1216,1780,1248,1812)
sudoku-cell[interactable] xyxy=(1247,1717,1279,1749)
ajira-bharat-header xyxy=(6,208,238,266)
solution-cell: 9 xyxy=(1323,2100,1339,2115)
solution-cell: 7 xyxy=(1323,1995,1339,2010)
solution-cell: 8 xyxy=(1418,2040,1434,2055)
sudoku-cell[interactable] xyxy=(1342,1686,1374,1718)
solution-cell: 4 xyxy=(1323,2040,1339,2055)
letter4-body: ବର୍ତ୍ତମାନ ରାଜ୍ୟରେ ମରୁଡ଼ି ପାଇଁ ଚାଷୀ ଆତ୍ମହତ୍ୟା ଦିନକୁ ଦିନ ବଢ଼ି ଚାଲିଛି । ଅମଳ ନଷ୍ଟ ହେବାରୁ ଋଣଭାରରେ ଜର୍ଜରିତ ଚାଷୀମାନେ ଆତ୍ମହତ୍ୟା ପରି ପଦକ୍ଷେପ ନେଉଛନ୍ତି । ସରକାର ଏ ଦିଗରେ ତୁରନ୍ତ ଧ୍ୟାନ ଦେଇ କ୍ଷତିଗ୍ରସ୍ତ ଚାଷୀଙ୍କୁ ଉପଯୁକ୍ତ କ୍ଷତିପୂରଣ ପ୍ରଦାନ କରିବା ସହିତ ଋଣ ଛାଡ଼ ବ୍ୟବସ୍ଥା କରନ୍ତୁ । ଜଳସେଚନ ସୁବିଧା ସମ୍ପ୍ରସାରଣ ଉପରେ ଗୁରୁତ୍ୱ ଦେବା ଦରକାର । ଚାଷୀ ହିଁ ଦେଶର ମେରୁଦଣ୍ଡ, ତାଙ୍କ ସୁରକ୍ଷା ଆମ ସମସ୍ତଙ୍କ ଦାୟିତ୍ୱ । xyxy=(1158,897,1492,1009)
contact-box xyxy=(1160,1268,1492,1440)
solution-cell: 3 xyxy=(1433,2055,1449,2070)
contact-email3[interactable]: :miku11@yahoo.com(Use only for advertisements, commercial queries) xyxy=(1191,1382,1461,1410)
solution-cell: 6 xyxy=(1370,2040,1386,2055)
sudoku-cell[interactable] xyxy=(1310,1780,1342,1812)
solution-cell: 1 xyxy=(1355,2055,1371,2070)
sudoku-cell[interactable]: 3 xyxy=(1310,1686,1342,1718)
solution-cell: 9 xyxy=(1339,2070,1355,2085)
letter2-body: ରାଜ୍ୟର ଅନେକ ଥାନାରେ ସାଧାରଣ ଲୋକଙ୍କ ଅଭିଯୋଗ ଗ୍ରହଣ କରାଯାଉନାହିଁ । ପୀଡ଼ିତମାନେ ଥାନାକୁ ବାରମ୍ବାର ଯାଇ ମଧ୍ୟ ନ୍ୟାୟ ପାଉନାହାନ୍ତି । ଏଫଆଇଆର ଦାୟର କରିବାକୁ ମଧ୍ୟ ଟଙ୍କା ଦେବାକୁ ପଡ଼ୁଛି ବୋଲି ଅଭିଯୋଗ । ପୋଲିସ ପ୍ରଶାସନ ଏ ଦିଗରେ ଧ୍ୟାନ ଦେଇ ଦୋଷୀ ଅଧିକାରୀଙ୍କ ବିରୋଧରେ କାର୍ଯ୍ୟାନୁଷ୍ଠାନ ଗ୍ରହଣ କରନ୍ତୁ । ଅଭିଯୋଗ ଶୁଣିବା ପାଇଁ ଉଚ୍ଚ ଅଧିକାରୀମାନେ ନିୟମିତ ଶୁଣାଣି କରିବା ଆବଶ୍ୟକ । xyxy=(1158,383,1492,479)
sudoku-cell[interactable] xyxy=(1373,1906,1405,1938)
solution-cell: 9 xyxy=(1449,2055,1465,2070)
sudoku-cell[interactable]: 9 xyxy=(1247,1654,1279,1686)
solution-cell: 7 xyxy=(1339,2055,1355,2070)
solution-cell: 1 xyxy=(1449,2100,1465,2115)
poem-line: କେଉଁ ଦିନ ହୋଇବ ମିଳନ । xyxy=(19,179,136,193)
article3-address: ପ୍ରାକ୍ତନ ଅତିରିକ୍ତ ଶିକ୍ଷା ନିର୍ଦ୍ଦେଶକ, ଭୁବନେଶ୍ୱର, ମୋ: ୭୩୮୦୧୭୦୬୯୬୭ xyxy=(839,2262,1140,2274)
letter2-author: ଅମରେଶ ଦାସ, କପିଳ ନାଗର, ଯାଜପୁର ଟାଉନ xyxy=(1297,626,1494,639)
solution-cell: 4 xyxy=(1339,2115,1355,2130)
solution-cell: 1 xyxy=(1402,2070,1418,2085)
cmyk-dot xyxy=(287,2312,301,2326)
solution-cell: 6 xyxy=(1449,2025,1465,2040)
sudoku-cell[interactable] xyxy=(1310,1906,1342,1938)
sudoku-cell[interactable] xyxy=(1436,1749,1468,1781)
sudoku-cell[interactable] xyxy=(1373,1875,1405,1907)
sudoku-cell[interactable] xyxy=(1310,1717,1342,1749)
solution-cell: 2 xyxy=(1402,2100,1418,2115)
sudoku-cell[interactable]: 8 xyxy=(1342,1843,1374,1875)
cmyk-dot xyxy=(761,2312,775,2326)
sudoku-cell[interactable]: 2 xyxy=(1184,1843,1216,1875)
cmyk-dot xyxy=(1271,2312,1285,2326)
contact-line4: କେବଳ ସମ୍ପାଦକଙ୍କୁ ପତ୍ର, ଖବର ପାଇଁ ବ୍ୟବହାର କରନ୍ତୁ: xyxy=(1202,1315,1450,1328)
sudoku-cell[interactable] xyxy=(1216,1843,1248,1875)
bullet-icon: ▣ xyxy=(1160,1524,1174,1537)
cmyk-dot xyxy=(727,2312,741,2326)
